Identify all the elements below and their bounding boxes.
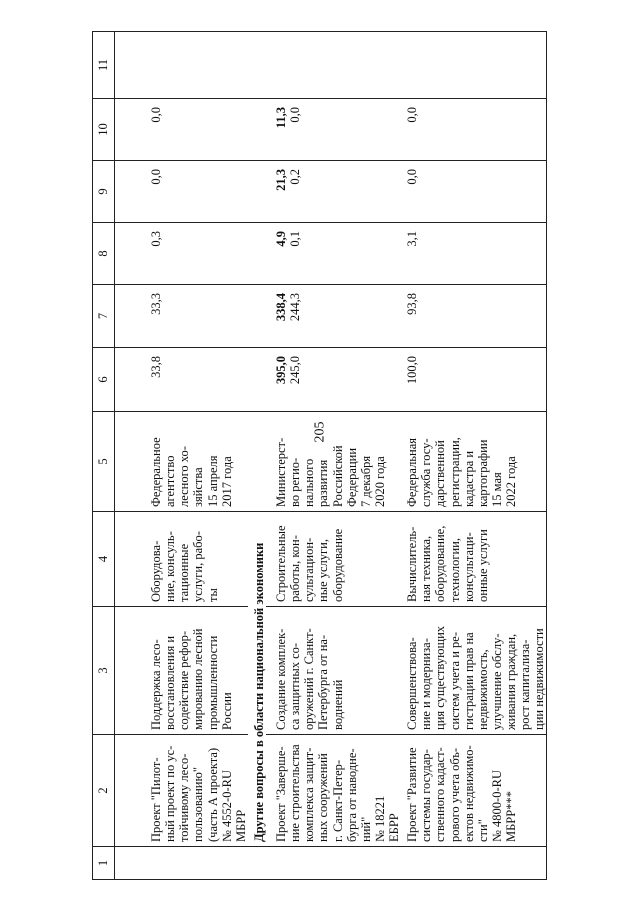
project-name-cell: Проект "Заверше- ние строительства комплекса защит- ных сооружений г. Санкт-Петер- бурга от наводне- ний" № 18221 ЕБРР [266,735,401,847]
page-number: 205 [312,421,327,443]
cell [266,847,401,880]
table-row [401,32,547,880]
cell [248,32,266,99]
project-goal-cell: Поддержка лесо- восстановления и содействие рефор- мированию лесной промышленности России [115,607,248,735]
value: 244,3 [288,293,303,322]
cell [248,223,266,285]
header-row [93,32,115,880]
value-cell [266,161,401,223]
procurement-cell: Оборудова- ние, консуль- тационные услуги, рабо- ты [115,512,248,607]
cell [248,99,266,161]
col-header-11: 11 [93,32,115,99]
col-header-1: 1 [93,847,115,880]
col-header-5: 5 [93,412,115,512]
executor-cell: Федеральное агентство лесного хо- зяйства 15 апреля 2017 года [115,412,248,512]
cell [115,847,248,880]
col-header-2: 2 [93,735,115,847]
cell [401,32,547,99]
cell [266,32,401,99]
value-cell: 3,1 [401,223,547,285]
col-header-8: 8 [93,223,115,285]
executor-cell: Министерст- во регио- нального развития Российской Федерации 7 декабря 2020 года [266,412,401,512]
value-cell: 33,3 [115,285,248,348]
value-cell [266,99,401,161]
value: 0,1 [288,231,303,247]
value-bold: 11,3 [274,107,288,129]
executor-cell: Федеральная служба госу- дарственной регистрации, кадастра и картографии 15 мая 2022 года [401,412,547,512]
col-header-10: 10 [93,99,115,161]
cell [248,285,266,348]
value-cell: 0,0 [401,161,547,223]
section-row [248,32,266,880]
procurement-cell: Вычислитель- ная техника, оборудование, технологии, консультаци- онные услуги [401,512,547,607]
value-cell [115,32,248,99]
cell [248,161,266,223]
value-cell [266,223,401,285]
cell [248,348,266,412]
value-bold: 338,4 [274,293,288,322]
value: 0,2 [288,169,303,185]
value: 245,0 [288,356,303,385]
value-cell: 100,0 [401,348,547,412]
section-title: Другие вопросы в области национальной экономики [248,512,266,847]
data-table [92,31,547,880]
value: 0,0 [288,107,303,123]
rotated-table-container [92,32,610,880]
value-bold: 395,0 [274,356,288,385]
value-cell: 0,0 [115,161,248,223]
value-cell [266,285,401,348]
value-bold: 4,9 [274,231,288,247]
col-header-4: 4 [93,512,115,607]
project-goal-cell: Создание комплек- са защитных со- оружений г. Санкт- Петербурга от на- воднений [266,607,401,735]
value-cell: 0,3 [115,223,248,285]
col-header-6: 6 [93,348,115,412]
value-cell: 0,0 [115,99,248,161]
procurement-cell: Строительные работы, кон- сультацион- ные услуги, оборудование [266,512,401,607]
col-header-7: 7 [93,285,115,348]
col-header-9: 9 [93,161,115,223]
project-goal-cell: Совершенствова- ние и модерниза- ция существующих систем учета и ре- гистрации прав на недвижимость, улучшение обслу- живания граждан, рост капитализа- ции недвижимости [401,607,547,735]
value-cell: 0,0 [401,99,547,161]
project-name-cell: Проект "Развитие системы государ- ственного кадаст- рового учета объ- ектов недвижимо- сти" № 4800-0-RU МБРР*** [401,735,547,847]
value-cell: 33,8 [115,348,248,412]
value-cell [266,348,401,412]
table-row [266,32,401,880]
cell [401,847,547,880]
table-row [115,32,248,880]
project-name-cell: Проект "Пилот- ный проект по ус- тойчивому лесо- пользованию" (часть А проекта) № 4552-0-RU МБРР [115,735,248,847]
cell [248,412,266,512]
cell [248,847,266,880]
value-cell: 93,8 [401,285,547,348]
value-bold: 21,3 [274,169,288,191]
col-header-3: 3 [93,607,115,735]
